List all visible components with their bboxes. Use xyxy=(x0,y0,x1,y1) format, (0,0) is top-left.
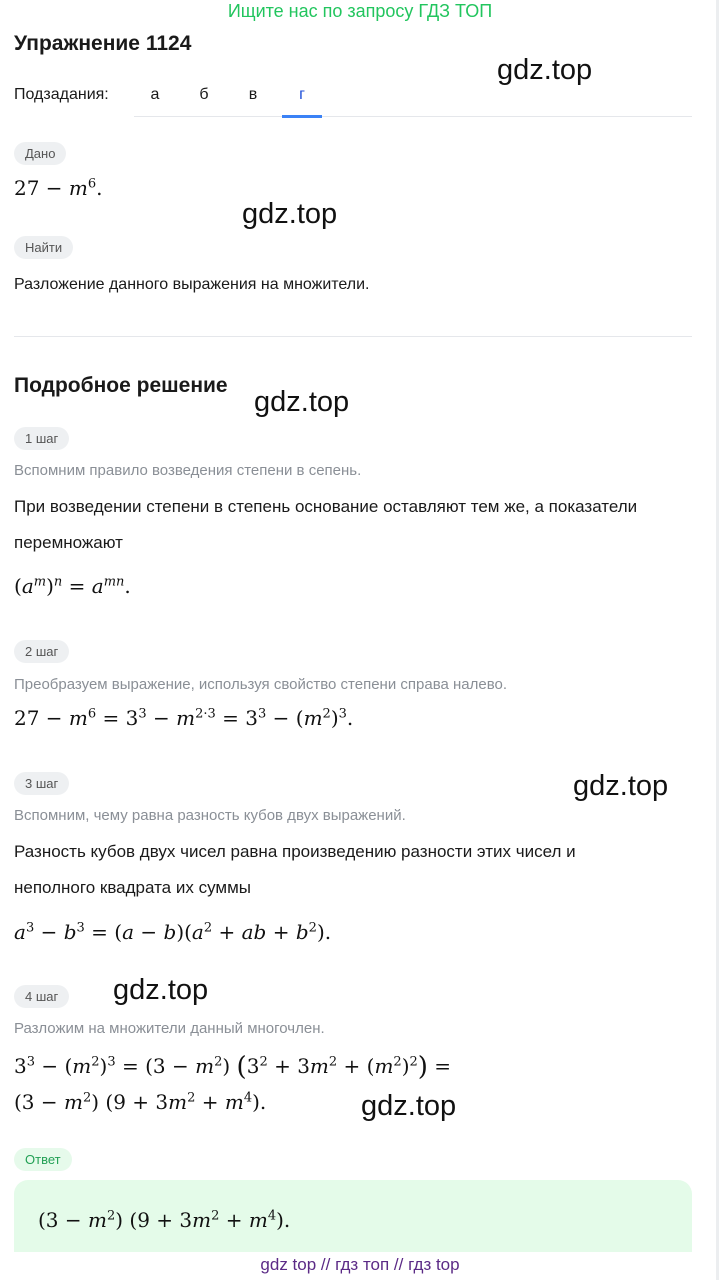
step-2-chip: 2 шаг xyxy=(14,640,69,663)
search-banner: Ищите нас по запросу ГДЗ ТОП xyxy=(227,1,493,21)
tab-b[interactable]: б xyxy=(199,86,209,103)
step-1-hint: Вспомним правило возведения степени в сепень. xyxy=(14,462,362,479)
solution-title: Подробное решение xyxy=(14,374,228,397)
watermark: gdz.top xyxy=(361,1090,457,1122)
step-3-text-line-2: неполного квадрата их суммы xyxy=(14,878,251,897)
find-chip: Найти xyxy=(14,236,73,259)
step-1-formula: $(a^m)^n = a^{mn}$. xyxy=(14,574,131,598)
tab-a[interactable]: а xyxy=(150,86,160,103)
step-1-chip: 1 шаг xyxy=(14,427,69,450)
scrollbar[interactable] xyxy=(716,0,719,1280)
tab-g-active[interactable]: г xyxy=(282,86,322,118)
given-chip: Дано xyxy=(14,142,66,165)
step-4-chip: 4 шаг xyxy=(14,985,69,1008)
subtask-tabs xyxy=(134,78,692,117)
step-4-formula-line-2: $(3 - m^2)$ $(9 + 3m^2 + m^4)$. xyxy=(14,1090,267,1114)
step-3-formula: $a^3 - b^3 = (a - b)(a^2$ + ab + $b^2$). xyxy=(14,920,332,944)
divider xyxy=(14,336,692,337)
watermark: gdz.top xyxy=(113,974,209,1006)
page-title: Упражнение 1124 xyxy=(14,32,192,55)
step-3-text-line-1: Разность кубов двух чисел равна произведению разности этих чисел и xyxy=(14,842,576,861)
step-1-text-line-1: При возведении степени в степень основание оставляют тем же, а показатели xyxy=(14,497,638,516)
find-text: Разложение данного выражения на множители. xyxy=(14,276,370,293)
answer-chip: Ответ xyxy=(14,1148,72,1171)
step-2-formula: $27 - m^6 = 3^3 - m^{2\cdot 3} = 3^3 - (m^2)^3$. xyxy=(14,706,354,730)
step-1-text-line-2: перемножают xyxy=(14,533,123,552)
watermark: gdz.top xyxy=(573,770,669,802)
step-2-hint: Преобразуем выражение, используя свойство степени справа налево. xyxy=(14,676,508,693)
step-4-formula-line-1: $3^3 - (m^2)^3 = (3 - m^2) (3^2 + 3m^2 + (m^2)^2)$ = xyxy=(14,1052,452,1082)
watermark: gdz.top xyxy=(254,386,350,418)
answer-formula: $(3 - m^2)$ $(9 + 3m^2 + m^4)$. xyxy=(38,1208,291,1232)
step-3-chip: 3 шаг xyxy=(14,772,69,795)
footer-links[interactable]: gdz top // гдз топ // гдз top xyxy=(260,1255,460,1274)
tab-v[interactable]: в xyxy=(248,86,258,103)
watermark: gdz.top xyxy=(242,198,338,230)
subtasks-label: Подзадания: xyxy=(14,86,109,103)
step-4-hint: Разложим на множители данный многочлен. xyxy=(14,1020,325,1037)
given-expression: $27 - m^6$. xyxy=(14,176,103,200)
watermark: gdz.top xyxy=(497,54,593,86)
step-3-hint: Вспомним, чему равна разность кубов двух выражений. xyxy=(14,807,406,824)
